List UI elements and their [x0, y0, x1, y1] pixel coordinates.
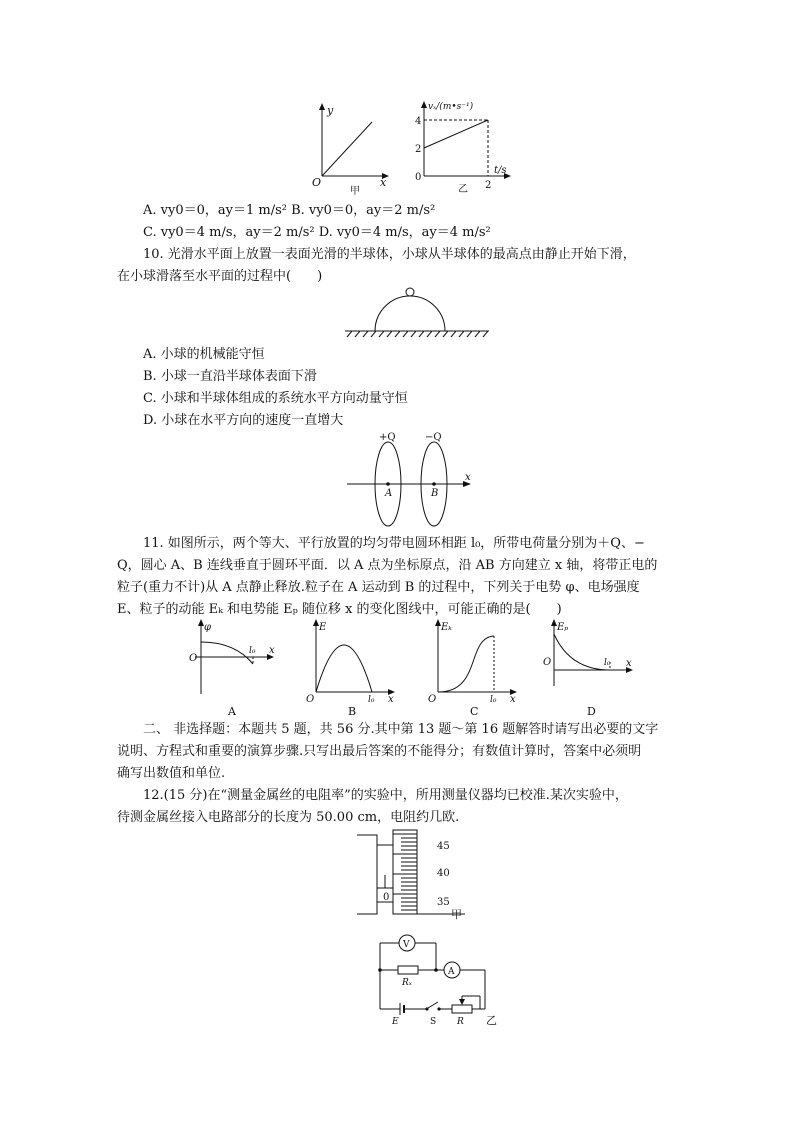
section2-line3: 确写出数值和单位.	[117, 766, 226, 781]
q11-a-xlabel: x	[269, 645, 275, 656]
q12-circuit-figure	[370, 932, 505, 1027]
q11-d-caption: D	[587, 705, 596, 718]
q9-jia-xlabel: x	[380, 176, 387, 189]
q11-graph-c	[422, 618, 522, 718]
q12-stem-line1: 12.(15 分)在“测量金属丝的电阻率”的实验中，所用测量仪器均已校准.某次实验中，	[143, 788, 628, 803]
q11-d-origin: O	[543, 657, 552, 668]
q12-micrometer-label-45: 45	[437, 841, 450, 852]
q11-c-caption: C	[470, 705, 479, 718]
q11-stem-line3: 粒子(重力不计)从 A 点静止释放.粒子在 A 运动到 B 的过程中，下列关于电势 φ、电场强度	[117, 580, 640, 595]
q9-graph-yi	[412, 100, 522, 195]
q12-micrometer-caption: 甲	[451, 908, 462, 921]
q12-micrometer-figure	[355, 830, 495, 920]
q12-micrometer-label-40: 40	[437, 868, 450, 879]
q11-a-caption: A	[228, 705, 236, 718]
q11-axis-x: x	[465, 472, 471, 483]
q9-yi-ylabel: vₓ/(m•s⁻¹)	[428, 102, 474, 112]
q11-c-ylabel: Eₖ	[441, 622, 452, 633]
q9-jia-caption: 甲	[350, 186, 360, 197]
q9-jia-origin: O	[312, 176, 322, 189]
q9-yi-ytick-2: 2	[415, 144, 422, 155]
q11-c-tick: l₀	[490, 695, 497, 705]
q11-a-origin: O	[189, 653, 198, 664]
q11-stem-line2: Q，圆心 A、B 连线垂直于圆环平面．以 A 点为坐标原点，沿 AB 方向建立 x 轴，将带正电的	[117, 558, 658, 573]
q11-b-xlabel: x	[388, 694, 394, 705]
q10-option-b: B. 小球一直沿半球体表面下滑	[143, 369, 317, 384]
section2-line2: 说明、方程式和重要的演算步骤.只写出最后答案的不能得分；有数值计算时，答案中必须明	[117, 744, 642, 759]
q11-b-caption: B	[348, 705, 357, 718]
q11-graph-b	[300, 618, 400, 718]
q11-b-tick: l₀	[368, 695, 375, 705]
q12-micrometer-zero: 0	[383, 892, 390, 903]
q12-resistor-label: Rₓ	[402, 978, 412, 988]
q12-ammeter-label: A	[448, 967, 455, 977]
q12-switch-label: S	[430, 1017, 437, 1027]
q12-battery-label: E	[392, 1017, 399, 1027]
q11-d-xlabel: x	[626, 658, 632, 669]
q11-point-b: B	[431, 488, 439, 499]
q12-stem-line2: 待测金属丝接入电路部分的长度为 50.00 cm，电阻约几欧.	[117, 810, 460, 825]
q12-circuit-caption: 乙	[486, 1014, 497, 1027]
q11-stem-line1: 11. 如图所示，两个等大、平行放置的均匀带电圆环相距 l₀，所带电荷量分别为＋Q、−	[143, 536, 645, 551]
q9-yi-caption: 乙	[458, 184, 468, 195]
q9-jia-ylabel: y	[327, 104, 334, 117]
q11-a-ylabel: φ	[204, 622, 212, 633]
q11-d-ylabel: Eₚ	[557, 622, 569, 633]
q12-micrometer-label-35: 35	[437, 897, 450, 908]
q9-options-line1: A. vy0＝0，ay＝1 m/s² B. vy0＝0，ay＝2 m/s²	[143, 203, 436, 218]
q10-option-a: A. 小球的机械能守恒	[143, 347, 265, 362]
q11-stem-line4: E、粒子的动能 Eₖ 和电势能 Eₚ 随位移 x 的变化图线中，可能正确的是( )	[117, 602, 562, 617]
q10-option-d: D. 小球在水平方向的速度一直增大	[143, 413, 344, 428]
q10-stem-line1: 10. 光滑水平面上放置一表面光滑的半球体，小球从半球体的最高点由静止开始下滑，	[143, 247, 636, 262]
q9-yi-xlabel: t/s	[494, 165, 507, 176]
q11-graph-d	[540, 618, 635, 718]
q9-yi-origin: 0	[415, 172, 422, 183]
q10-stem-line2: 在小球滑落至水平面的过程中( )	[117, 269, 323, 284]
q10-option-c: C. 小球和半球体组成的系统水平方向动量守恒	[143, 391, 408, 406]
q11-charge-pos: +Q	[379, 432, 396, 443]
q12-voltmeter-label: V	[403, 940, 410, 950]
q11-rings-figure	[345, 432, 485, 528]
q9-graph-jia	[310, 102, 390, 197]
q11-c-xlabel: x	[510, 694, 516, 705]
q11-charge-neg: −Q	[425, 432, 442, 443]
q11-point-a: A	[385, 488, 393, 499]
q9-yi-xtick-2: 2	[485, 180, 492, 191]
q11-a-tick: l₀	[249, 646, 256, 656]
q11-graph-a	[185, 618, 275, 718]
section2-line1: 二、 非选择题：本题共 5 题，共 56 分.其中第 13 题～第 16 题解答时请写出必要的文字	[143, 722, 659, 737]
q9-yi-ytick-4: 4	[415, 116, 422, 127]
q9-options-line2: C. vy0＝4 m/s，ay＝2 m/s² D. vy0＝4 m/s，ay＝4 m/s²	[143, 225, 491, 240]
q11-b-origin: O	[306, 694, 315, 705]
q10-hemisphere-figure	[343, 285, 493, 345]
q12-rheostat-label: R	[457, 1017, 464, 1027]
q11-c-origin: O	[428, 694, 437, 705]
q11-d-tick: l₀	[604, 658, 611, 668]
q11-b-ylabel: E	[319, 622, 327, 633]
